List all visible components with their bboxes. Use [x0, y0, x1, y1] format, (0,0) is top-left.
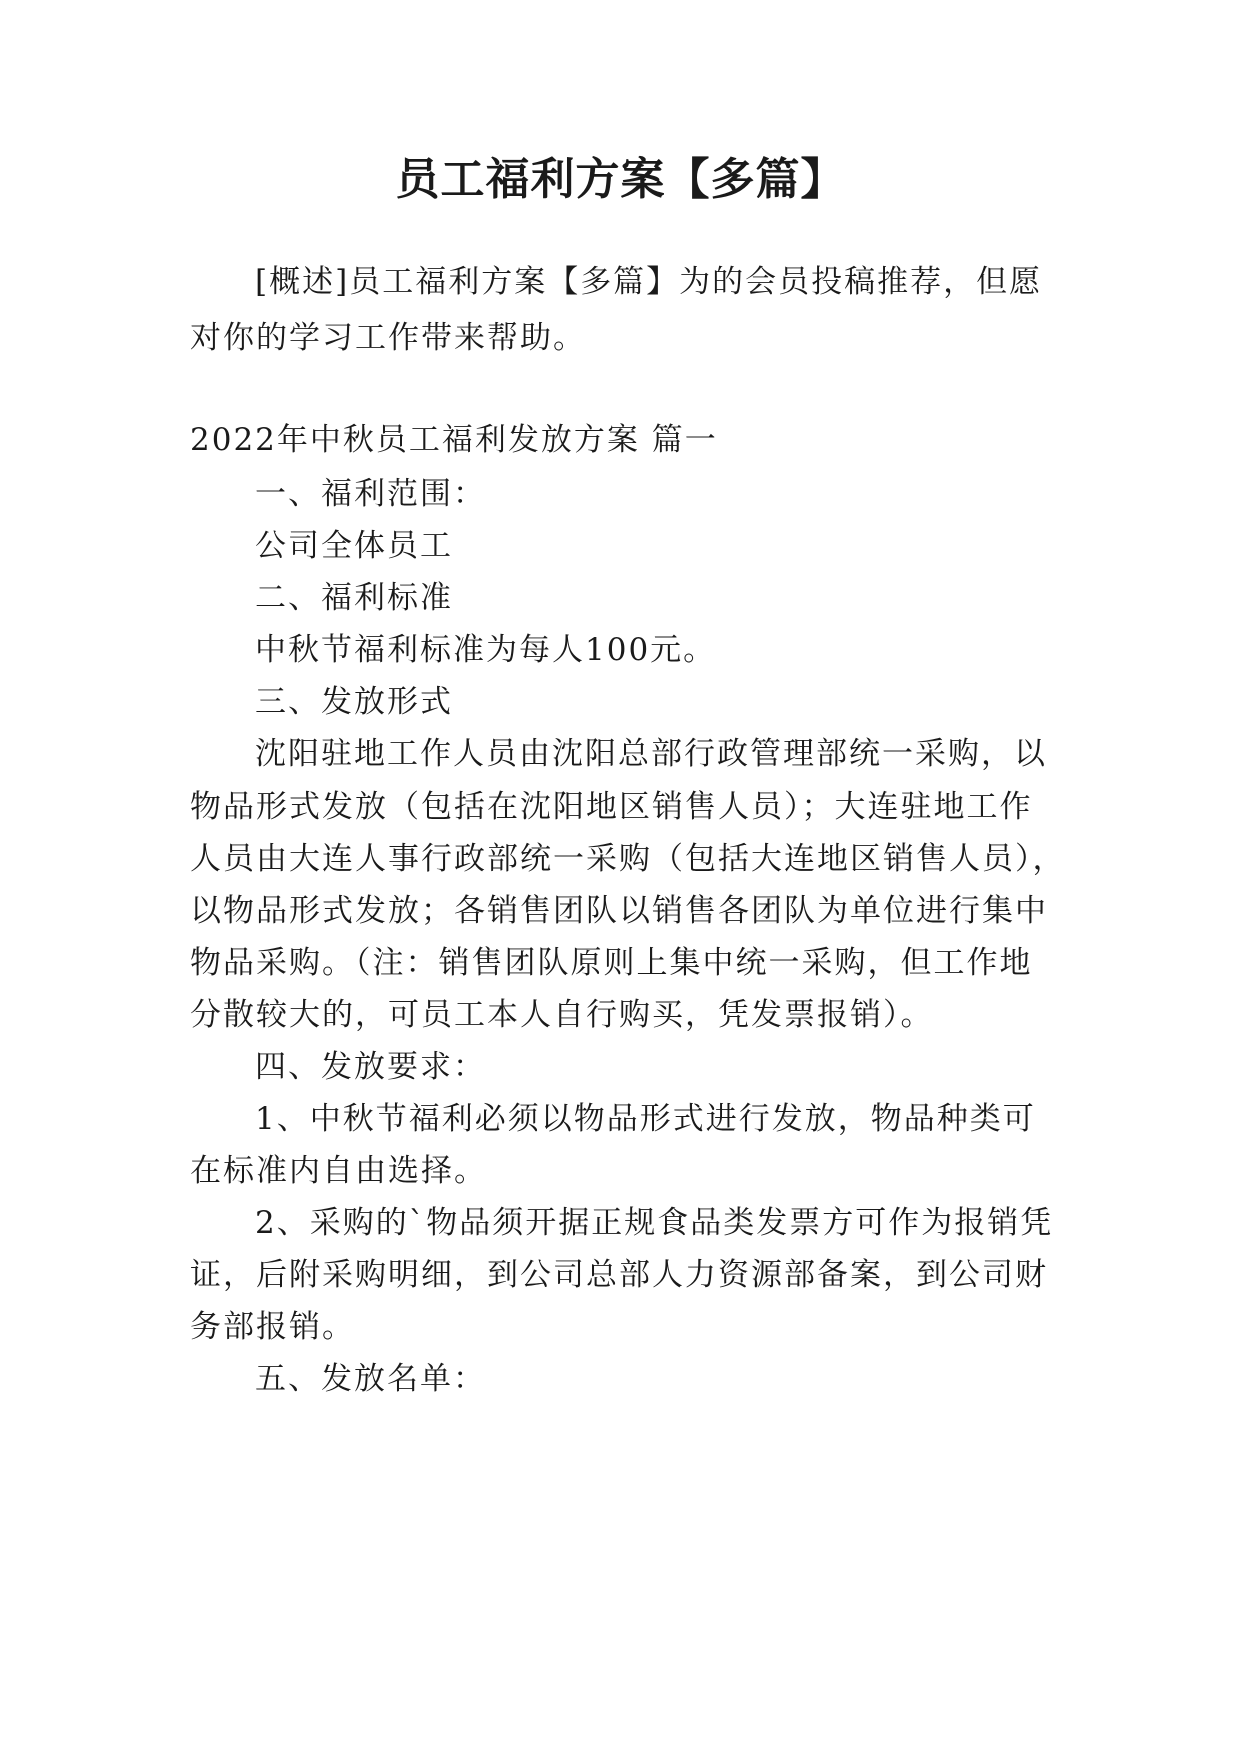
document-title: 员工福利方案【多篇】 — [395, 154, 846, 205]
section-heading: 2022年中秋员工福利发放方案 篇一 — [190, 422, 718, 458]
summary-line-1: [概述]员工福利方案【多篇】为的会员投稿推荐，但愿 — [255, 264, 1043, 300]
paragraph-line: 分散较大的，可员工本人自行购买，凭发票报销）。 — [190, 997, 934, 1033]
paragraph-line: 二、福利标准 — [255, 580, 453, 616]
paragraph-line: 2、采购的`物品须开据正规食品类发票方可作为报销凭 — [255, 1205, 1054, 1241]
paragraph-line: 以物品形式发放；各销售团队以销售各团队为单位进行集中 — [190, 893, 1048, 929]
paragraph-line: 物品采购。（注：销售团队原则上集中统一采购，但工作地 — [190, 945, 1033, 981]
paragraph-line: 务部报销。 — [190, 1309, 355, 1345]
paragraph-line: 1、中秋节福利必须以物品形式进行发放，物品种类可 — [255, 1101, 1036, 1137]
paragraph-line: 一、福利范围： — [255, 476, 486, 512]
summary-line-2: 对你的学习工作带来帮助。 — [190, 320, 586, 356]
paragraph-line: 物品形式发放（包括在沈阳地区销售人员）；大连驻地工作 — [190, 789, 1033, 825]
paragraph-line: 证，后附采购明细，到公司总部人力资源部备案，到公司财 — [190, 1257, 1048, 1293]
paragraph-line: 公司全体员工 — [255, 528, 453, 564]
paragraph-line: 在标准内自由选择。 — [190, 1153, 487, 1189]
paragraph-line: 人员由大连人事行政部统一采购（包括大连地区销售人员）， — [190, 841, 1066, 877]
paragraph-line: 沈阳驻地工作人员由沈阳总部行政管理部统一采购，以 — [255, 736, 1047, 772]
paragraph-line: 三、发放形式 — [255, 684, 453, 720]
paragraph-line: 四、发放要求： — [255, 1049, 486, 1085]
paragraph-line: 中秋节福利标准为每人100元。 — [255, 632, 717, 668]
paragraph-line: 五、发放名单： — [255, 1361, 486, 1397]
